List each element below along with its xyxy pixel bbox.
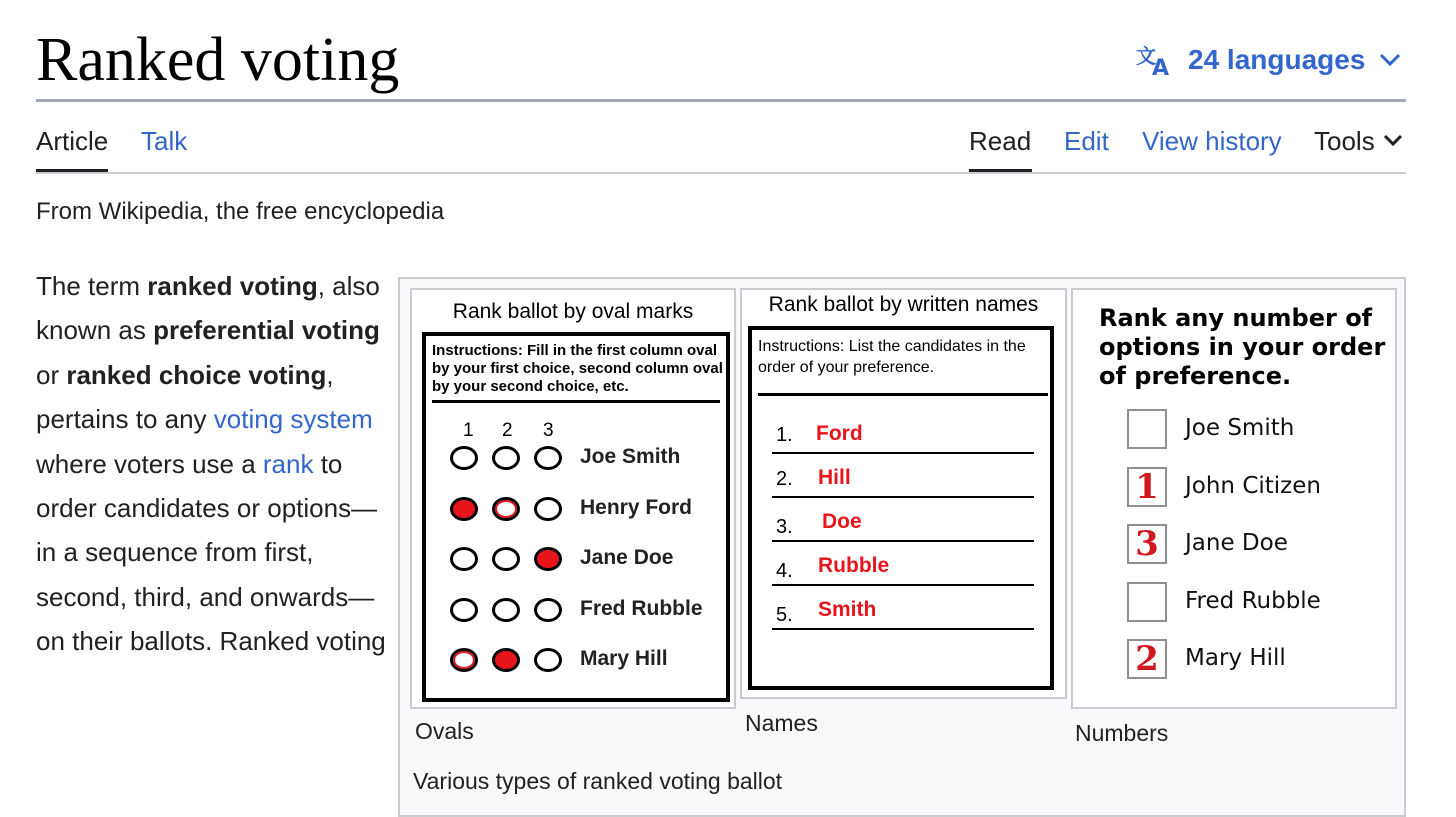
intro-text: , pertains to any	[36, 359, 334, 435]
rank-number: 4.	[776, 560, 793, 582]
candidate-label: Jane Doe	[1185, 530, 1288, 556]
intro-text: to order candidates or options—in a sequence from first, second, third, and onwards—on their ballots. Ranked voting	[36, 448, 386, 657]
names-ballot-box	[748, 326, 1054, 690]
candidate-label: Fred Rubble	[1185, 587, 1321, 614]
translate-icon	[1136, 43, 1176, 77]
tab-talk[interactable]: Talk	[141, 126, 188, 156]
rank-checkbox	[1127, 582, 1167, 622]
oval-ballot-panel	[410, 288, 736, 709]
column-number: 1	[463, 420, 474, 441]
term-ranked-voting: ranked voting	[147, 271, 318, 301]
candidate-label: Joe Smith	[1185, 415, 1295, 441]
names-instructions: Instructions: List the candidates in the order of your preference.	[758, 338, 1026, 376]
ballot-oval	[534, 547, 562, 571]
numbers-ballot-panel	[1071, 288, 1397, 709]
tools-menu[interactable]	[1314, 124, 1403, 158]
link-rank[interactable]: rank	[262, 448, 314, 479]
ballot-oval	[450, 598, 478, 622]
candidate-label: John Citizen	[1185, 472, 1321, 499]
languages-label: 24 languages	[1188, 44, 1366, 75]
candidate-label: Henry Ford	[580, 495, 693, 519]
ballot-oval	[492, 497, 520, 521]
svg-text:文: 文	[1136, 44, 1156, 68]
rank-checkbox: 2	[1127, 639, 1167, 679]
write-in-line	[772, 496, 1034, 498]
names-ballot-title: Rank ballot by written names	[768, 293, 1039, 316]
tab-read[interactable]: Read	[969, 126, 1032, 156]
language-selector[interactable]	[1136, 40, 1401, 80]
ballot-oval	[492, 446, 520, 470]
chevron-down-icon	[1383, 134, 1403, 148]
figure-caption: Various types of ranked voting ballot	[413, 768, 783, 794]
divider-line	[432, 400, 720, 403]
oval-instructions: Instructions: Fill in the first column oval by your first choice, second column oval by your second choice, etc.	[432, 342, 723, 395]
tabs-divider	[36, 172, 1406, 174]
ballot-figure	[398, 277, 1406, 817]
candidate-label: Mary Hill	[1185, 645, 1286, 671]
tab-edit[interactable]: Edit	[1064, 126, 1109, 156]
write-in-line	[772, 540, 1034, 542]
column-number: 3	[543, 420, 554, 441]
intro-text: , also known as	[36, 271, 380, 346]
ballot-oval	[534, 497, 562, 521]
tab-article[interactable]: Article	[36, 126, 109, 156]
ballot-oval	[534, 446, 562, 470]
candidate-label: Fred Rubble	[580, 596, 703, 620]
column-number: 2	[502, 420, 513, 441]
caption-names: Names	[745, 710, 818, 736]
intro-text: The term	[36, 271, 148, 301]
rank-number: 5.	[776, 604, 793, 626]
ballot-oval	[450, 497, 478, 521]
written-name: Smith	[818, 598, 877, 621]
site-tagline: From Wikipedia, the free encyclopedia	[36, 198, 445, 225]
page-title: Ranked voting	[36, 26, 400, 94]
term-ranked-choice-voting: ranked choice voting	[66, 359, 327, 390]
oval-ballot-box	[422, 332, 730, 702]
ballot-oval	[492, 598, 520, 622]
write-in-line	[772, 452, 1034, 454]
candidate-label: Joe Smith	[580, 445, 681, 468]
ballot-oval	[450, 547, 478, 571]
ballot-oval	[534, 598, 562, 622]
term-preferential-voting: preferential voting	[153, 315, 380, 346]
written-name: Rubble	[818, 554, 890, 577]
divider-line	[758, 393, 1048, 396]
write-in-line	[772, 628, 1034, 630]
written-name: Ford	[816, 422, 863, 445]
intro-paragraph	[36, 264, 386, 664]
caption-numbers: Numbers	[1075, 720, 1169, 746]
tools-label: Tools	[1314, 126, 1375, 156]
intro-text: where voters use a	[36, 448, 263, 479]
tab-view-history[interactable]: View history	[1142, 126, 1282, 156]
candidate-label: Mary Hill	[580, 647, 668, 670]
ballot-oval	[492, 547, 520, 571]
rank-checkbox: 3	[1127, 524, 1167, 564]
rank-number: 3.	[776, 516, 793, 538]
rank-checkbox: 1	[1127, 467, 1167, 507]
ballot-oval	[450, 648, 478, 672]
rank-number: 2.	[776, 468, 793, 490]
written-name: Hill	[818, 466, 851, 489]
rank-number: 1.	[776, 424, 793, 446]
caption-ovals: Ovals	[415, 718, 474, 744]
title-divider	[36, 99, 1406, 102]
intro-text: or	[36, 359, 67, 390]
chevron-down-icon	[1379, 53, 1401, 67]
oval-ballot-title: Rank ballot by oval marks	[452, 300, 694, 323]
write-in-line	[772, 584, 1034, 586]
link-voting-system[interactable]: voting system	[213, 404, 373, 435]
ballot-oval	[492, 648, 520, 672]
ballot-oval	[534, 648, 562, 672]
svg-text:A: A	[1152, 56, 1170, 77]
numbers-heading: Rank any number of options in your order of preference.	[1099, 304, 1386, 390]
rank-checkbox	[1127, 409, 1167, 449]
written-name: Doe	[822, 510, 862, 533]
names-ballot-panel	[740, 288, 1067, 699]
ballot-oval	[450, 446, 478, 470]
candidate-label: Jane Doe	[580, 546, 674, 569]
